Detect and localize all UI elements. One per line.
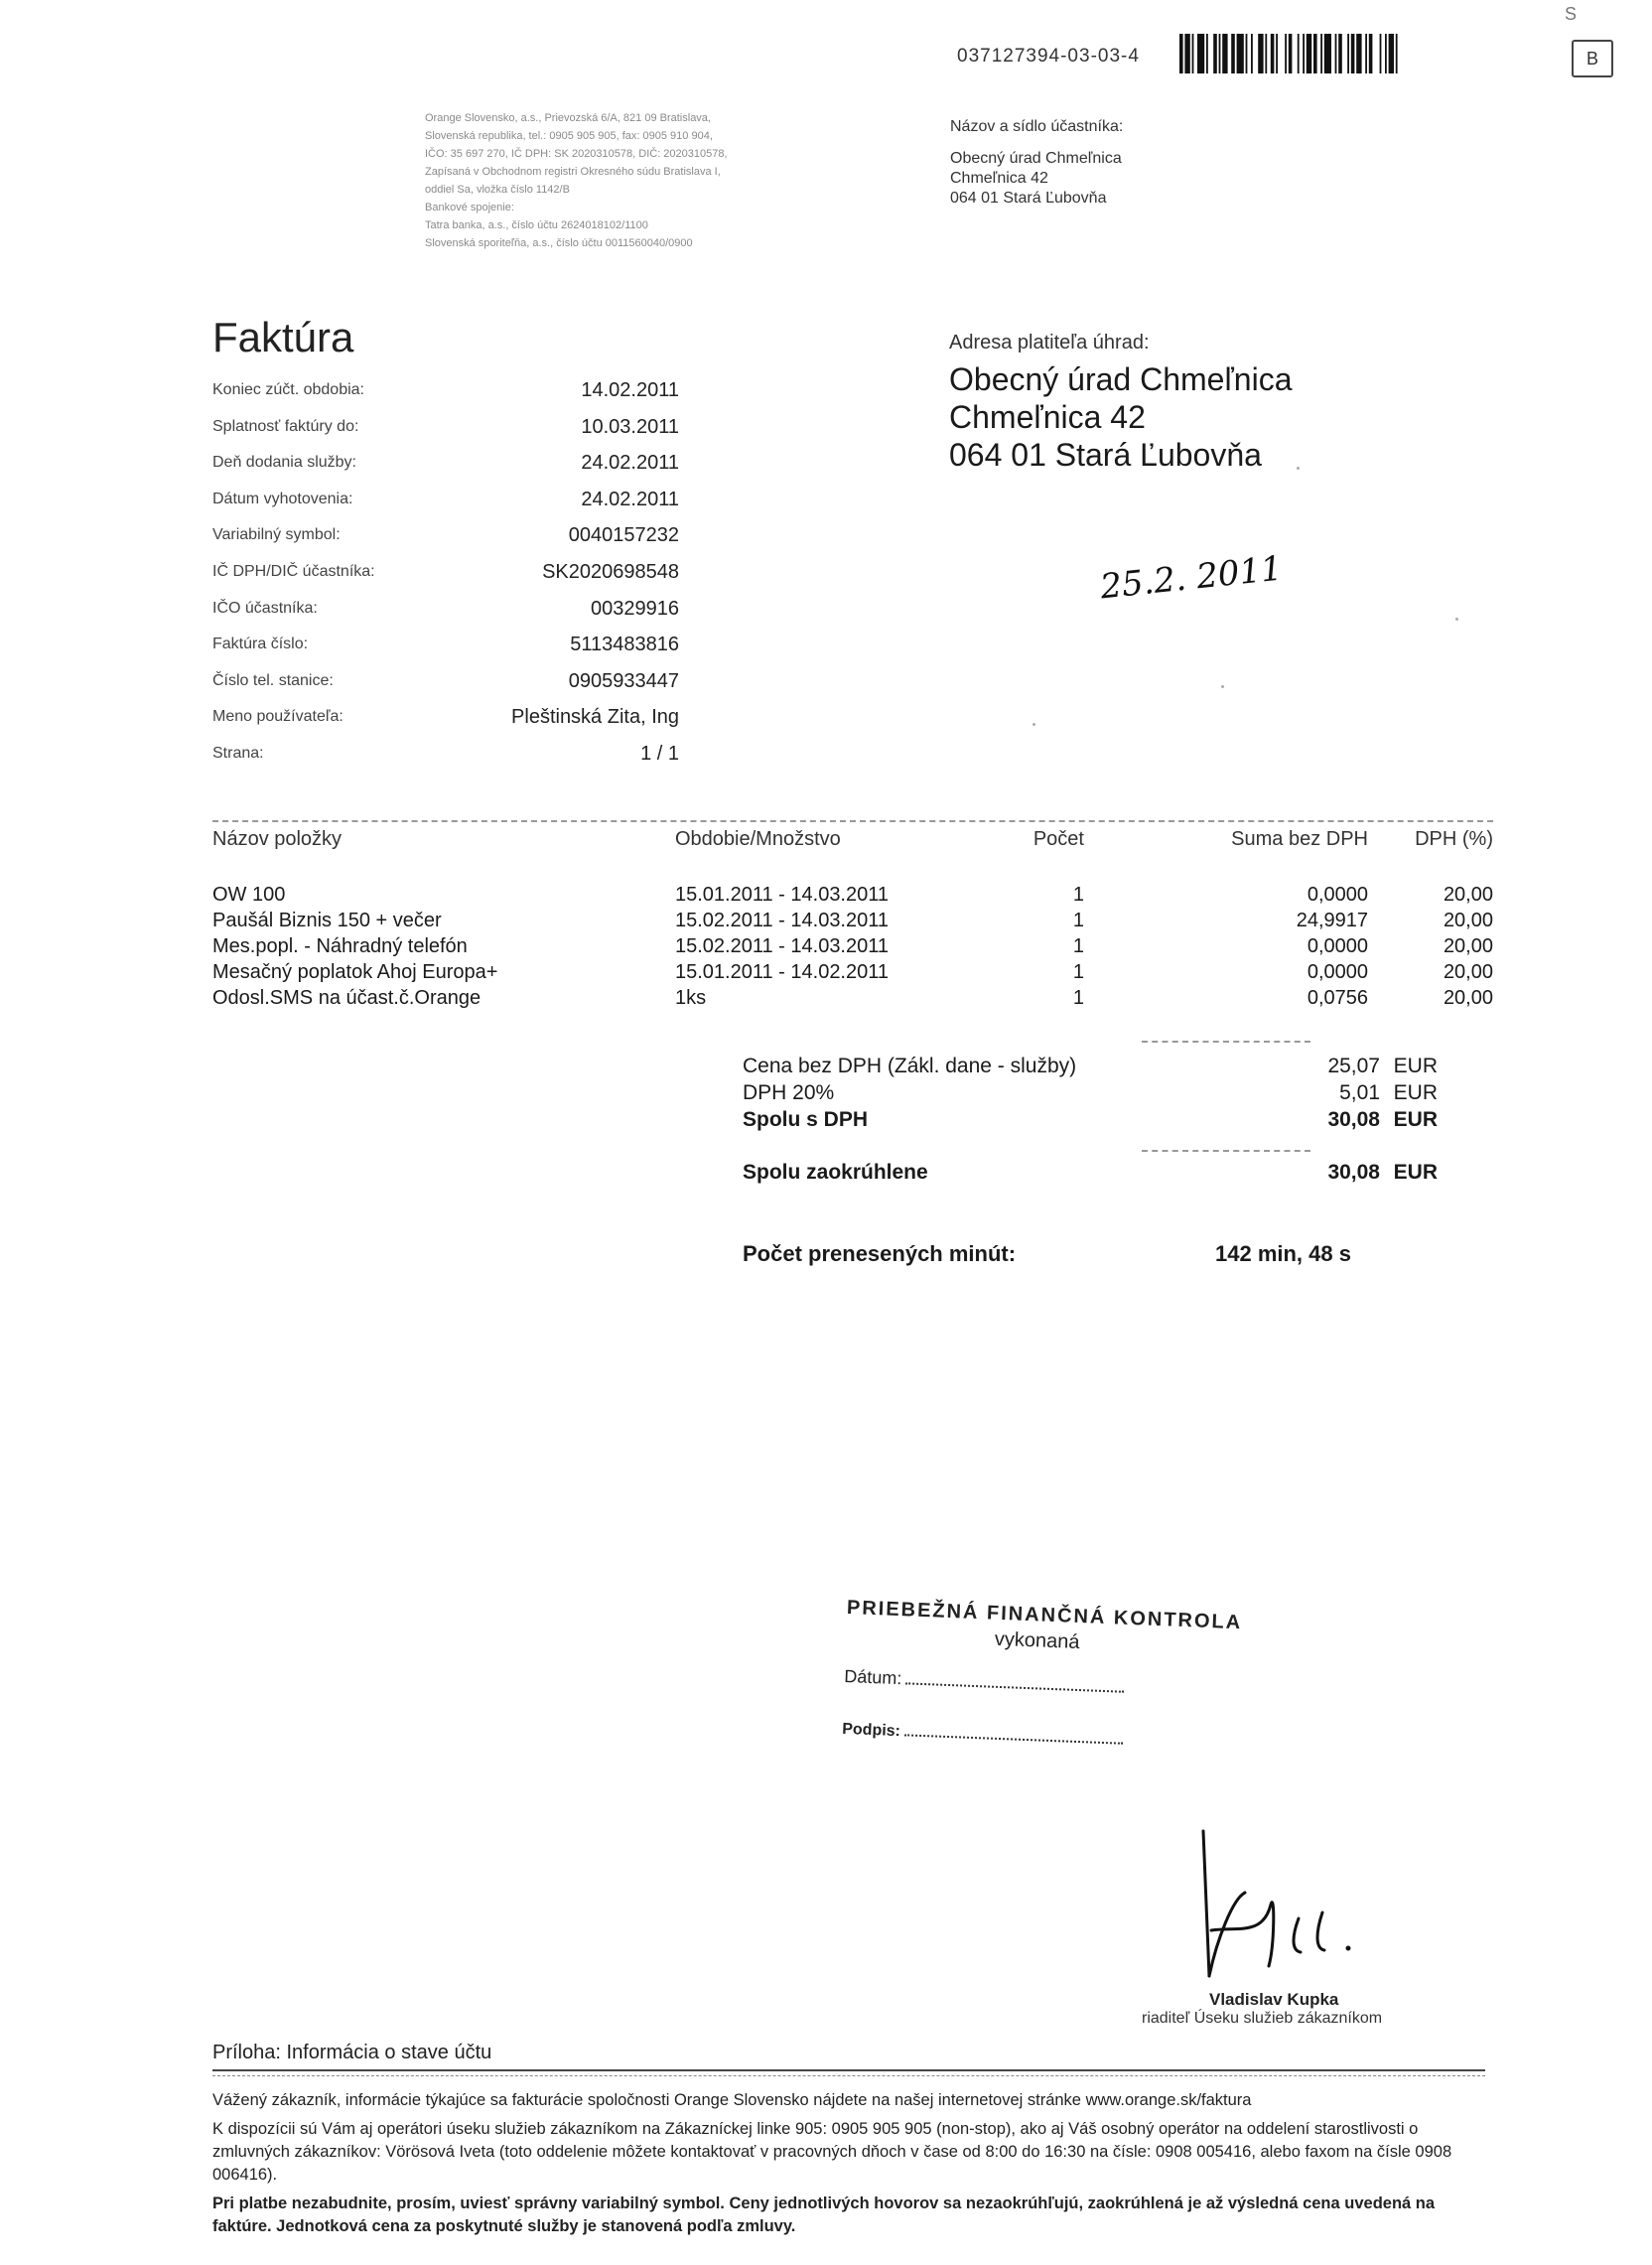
field-row [212, 702, 679, 739]
gross-value: 30,08 [1327, 1108, 1380, 1131]
totals-rounded-row [743, 1161, 1438, 1188]
header-name: Názov položky [212, 828, 343, 850]
item-sum: 0,0000 [1307, 935, 1368, 957]
field-value: 1 / 1 [640, 742, 679, 765]
item-name: Odosl.SMS na účast.č.Orange [212, 987, 482, 1009]
invoice-fields [212, 375, 679, 776]
totals [743, 1055, 1438, 1188]
payer-label: Adresa platiteľa úhrad: [949, 332, 1150, 354]
header-sum: Suma bez DPH [1231, 828, 1368, 850]
corner-badge: B [1572, 40, 1613, 77]
rounded-currency: EUR [1393, 1161, 1438, 1184]
totals-net-row [743, 1055, 1438, 1081]
item-vat: 20,00 [1443, 961, 1493, 983]
field-row [212, 375, 679, 412]
company-info-line: IČO: 35 697 270, IČ DPH: SK 2020310578, DIČ: 2020310578, [425, 148, 728, 160]
field-value: 0040157232 [568, 524, 679, 547]
field-label: Strana: [212, 744, 264, 762]
payer-line: Obecný úrad Chmeľnica [949, 361, 1293, 397]
stamp-sign-label: Podpis: [841, 1720, 901, 1741]
item-period: 15.01.2011 - 14.03.2011 [675, 884, 889, 906]
item-period: 15.02.2011 - 14.03.2011 [675, 935, 889, 957]
field-row [212, 520, 679, 557]
header-period: Obdobie/Množstvo [675, 828, 841, 850]
net-label: Cena bez DPH (Zákl. dane - služby) [743, 1055, 1077, 1077]
vat-value: 5,01 [1339, 1081, 1380, 1104]
item-period: 15.01.2011 - 14.02.2011 [675, 961, 889, 983]
table-row [212, 910, 1493, 935]
company-info [425, 109, 854, 252]
field-value: 14.02.2011 [581, 379, 679, 401]
minutes-value: 142 min, 48 s [1215, 1241, 1351, 1266]
payer-address [949, 332, 1293, 474]
field-row [212, 412, 679, 449]
totals-divider [1142, 1041, 1310, 1043]
payer-line: Chmeľnica 42 [949, 399, 1146, 435]
item-period: 15.02.2011 - 14.03.2011 [675, 910, 889, 931]
footer-notes [212, 2089, 1485, 2244]
item-name: OW 100 [212, 884, 286, 906]
minutes-label: Počet prenesených minút: [743, 1241, 1017, 1266]
company-info-line: Slovenská sporiteľňa, a.s., číslo účtu 0011560040/0900 [425, 237, 693, 249]
attachment-note: Príloha: Informácia o stave účtu [212, 2042, 492, 2063]
barcode [1179, 34, 1539, 73]
minutes-summary [743, 1241, 1378, 1267]
table-row [212, 987, 1493, 1013]
participant-line: 064 01 Stará Ľubovňa [950, 190, 1107, 207]
vat-currency: EUR [1393, 1081, 1438, 1104]
company-info-line: Slovenská republika, tel.: 0905 905 905, fax: 0905 910 904, [425, 130, 713, 142]
footer-divider [212, 2069, 1485, 2071]
items-divider [212, 820, 1493, 822]
field-row [212, 594, 679, 631]
invoice-title: Faktúra [212, 314, 354, 360]
rounded-value: 30,08 [1327, 1161, 1380, 1184]
item-name: Paušál Biznis 150 + večer [212, 910, 442, 931]
item-vat: 20,00 [1443, 935, 1493, 957]
field-value: 5113483816 [570, 634, 679, 656]
field-value: Pleštinská Zita, Ing [511, 706, 679, 729]
field-label: Deň dodania služby: [212, 454, 356, 472]
field-row [212, 485, 679, 521]
field-label: Splatnosť faktúry do: [212, 417, 359, 435]
participant-address [950, 117, 1123, 209]
item-sum: 0,0000 [1307, 884, 1368, 906]
stamp-date-field [844, 1666, 1125, 1698]
participant-line: Obecný úrad Chmeľnica [950, 150, 1122, 167]
field-row [212, 739, 679, 776]
participant-line: Chmeľnica 42 [950, 170, 1048, 187]
signer-role: riaditeľ Úseku služieb zákazníkom [1142, 2010, 1383, 2027]
item-count: 1 [1072, 910, 1084, 931]
scan-speck [1032, 723, 1035, 726]
company-info-line: oddiel Sa, vložka číslo 1142/B [425, 184, 570, 196]
field-label: IČ DPH/DIČ účastníka: [212, 562, 375, 580]
field-value: 00329916 [591, 597, 679, 620]
field-row [212, 630, 679, 666]
scan-speck [1221, 685, 1224, 688]
item-vat: 20,00 [1443, 910, 1493, 931]
item-vat: 20,00 [1443, 884, 1493, 906]
totals-divider [1142, 1150, 1310, 1152]
rounded-label: Spolu zaokrúhlene [743, 1161, 928, 1184]
item-count: 1 [1072, 961, 1084, 983]
payer-line: 064 01 Stará Ľubovňa [949, 437, 1262, 473]
control-stamp [841, 1597, 1264, 1781]
stamp-sign-field [842, 1718, 1123, 1750]
field-row [212, 666, 679, 703]
field-label: IČO účastníka: [212, 599, 318, 617]
item-count: 1 [1072, 987, 1084, 1009]
footer-paragraph: Pri platbe nezabudnite, prosím, uviesť správny variabilný symbol. Ceny jednotlivých hovorov sa nezaokrúhľujú, zaokrúhlená je až výsledná cena uvedená na faktúre. Jednotková cena za poskytnuté služby je stanovená podľa zmluvy. [212, 2194, 1436, 2235]
stamp-date-label: Dátum: [843, 1665, 902, 1689]
footer-paragraph: K dispozícii sú Vám aj operátori úseku služieb zákazníkom na Zákazníckej linke 905: 0905 905 905 (non-stop), ako aj Váš osobný operátor na oddelení starostlivosti o zmluvných zákazníkov: Vörösová Iveta (toto oddelenie môžete kontaktovať v pracovných dňoch v čase od 8:00 do 16:30 na čísle: 0908 005416, alebo faxom na čísle 0908 006416). [212, 2120, 1452, 2184]
company-info-line: Zapísaná v Obchodnom registri Okresného súdu Bratislava I, [425, 166, 721, 178]
items-header [212, 828, 1493, 884]
field-label: Faktúra číslo: [212, 636, 309, 653]
item-sum: 0,0756 [1307, 987, 1368, 1009]
field-label: Číslo tel. stanice: [212, 671, 334, 689]
company-info-line: Orange Slovensko, a.s., Prievozská 6/A, 821 09 Bratislava, [425, 112, 711, 124]
table-row [212, 884, 1493, 910]
corner-mark: S [1565, 4, 1578, 24]
field-row [212, 448, 679, 485]
company-info-line: Tatra banka, a.s., číslo účtu 2624018102/1100 [425, 219, 648, 231]
field-value: 10.03.2011 [581, 415, 679, 438]
table-row [212, 961, 1493, 987]
participant-label: Názov a sídlo účastníka: [950, 118, 1124, 135]
field-label: Variabilný symbol: [212, 526, 341, 544]
footer-divider [212, 2075, 1485, 2076]
field-label: Dátum vyhotovenia: [212, 490, 353, 507]
company-info-line: Bankové spojenie: [425, 202, 514, 213]
vat-label: DPH 20% [743, 1081, 835, 1104]
header-count: Počet [1032, 828, 1084, 850]
field-value: 0905933447 [568, 669, 679, 692]
item-vat: 20,00 [1443, 987, 1493, 1009]
item-period: 1ks [675, 987, 707, 1009]
document-number: 037127394-03-03-4 [957, 46, 1140, 67]
handwritten-signature [1171, 1827, 1390, 1986]
field-value: 24.02.2011 [581, 452, 679, 475]
items-table [212, 828, 1493, 1013]
stamp-subtitle: vykonaná [994, 1628, 1080, 1654]
field-label: Meno používateľa: [212, 708, 344, 726]
header-vat: DPH (%) [1415, 828, 1493, 850]
field-value: 24.02.2011 [581, 488, 679, 510]
totals-gross-row [743, 1108, 1438, 1135]
item-name: Mes.popl. - Náhradný telefón [212, 935, 468, 957]
scan-speck [1455, 618, 1458, 621]
item-count: 1 [1072, 935, 1084, 957]
item-sum: 0,0000 [1307, 961, 1368, 983]
net-currency: EUR [1393, 1055, 1438, 1077]
field-value: SK2020698548 [542, 560, 679, 583]
table-row [212, 935, 1493, 961]
signer-name: Vladislav Kupka [1209, 1990, 1339, 2009]
gross-currency: EUR [1393, 1108, 1438, 1131]
stamp-title: PRIEBEŽNÁ FINANČNÁ KONTROLA [846, 1597, 1243, 1634]
handwritten-date: 25.2. 2011 [1098, 548, 1285, 608]
totals-vat-row [743, 1081, 1438, 1108]
footer-paragraph: Vážený zákazník, informácie týkajúce sa fakturácie spoločnosti Orange Slovensko nájdete na našej internetovej stránke www.orange.sk/faktura [212, 2091, 1252, 2109]
scan-speck [1297, 467, 1300, 470]
net-value: 25,07 [1327, 1055, 1380, 1077]
item-sum: 24,9917 [1296, 910, 1368, 931]
item-count: 1 [1072, 884, 1084, 906]
item-name: Mesačný poplatok Ahoj Europa+ [212, 961, 498, 983]
field-label: Koniec zúčt. obdobia: [212, 381, 364, 398]
field-row [212, 557, 679, 594]
gross-label: Spolu s DPH [743, 1108, 869, 1131]
